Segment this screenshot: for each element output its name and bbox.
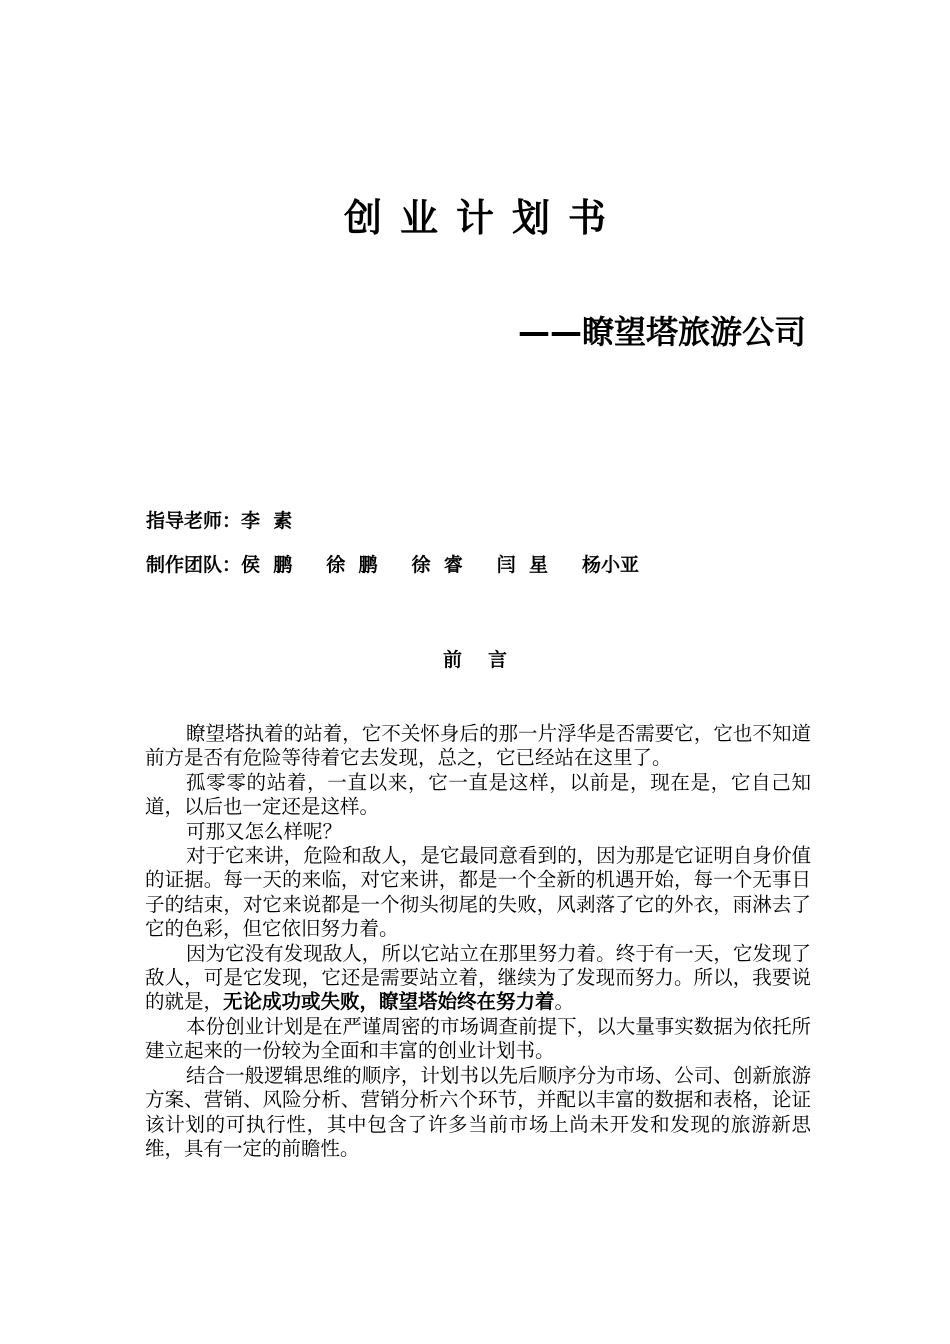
preface-paragraph: 结合一般逻辑思维的顺序，计划书以先后顺序分为市场、公司、创新旅游方案、营销、风险分析、营销分析六个环节，并配以丰富的数据和表格，论证该计划的可执行性，其中包含了许多当前市场上尚未开发和发现的旅游新思维，具有一定的前瞻性。 [145, 1063, 811, 1160]
team-line [146, 551, 639, 579]
advisor-line [146, 507, 292, 535]
advisor-label: 指导老师： [146, 510, 242, 532]
team-member: 徐 鹏 [326, 554, 378, 576]
preface-paragraph: 瞭望塔执着的站着，它不关怀身后的那一片浮华是否需要它，它也不知道前方是否有危险等待着它去发现，总之，它已经站在这里了。 [145, 722, 811, 770]
team-member: 徐 睿 [411, 554, 463, 576]
team-member: 侯 鹏 [241, 554, 293, 576]
emphasis-text: 无论成功或失败，瞭望塔始终在努力着 [223, 990, 555, 1014]
document-subtitle: ——瞭望塔旅游公司 [517, 313, 806, 351]
preface-paragraph: 对于它来讲，危险和敌人，是它最同意看到的，因为那是它证明自身价值的证据。每一天的来临，对它来讲，都是一个全新的机遇开始，每一个无事日子的结束，对它来说都是一个彻头彻尾的失败，风剥落了它的外衣，雨淋去了它的色彩，但它依旧努力着。 [145, 844, 811, 941]
paragraph-text: 因为它没有发现敌人，所以它站立在那里努力着。终于有一天，它发现了敌人，可是它发现，它还是需要站立着，继续为了发现而努力。所以，我要说的就是， [145, 941, 811, 1014]
preface-paragraph: 本份创业计划是在严谨周密的市场调查前提下，以大量事实数据为依托所建立起来的一份较为全面和丰富的创业计划书。 [145, 1014, 811, 1063]
preface-heading: 前言 [442, 649, 533, 671]
advisor-name: 李 素 [241, 510, 293, 532]
paragraph-text: 。 [554, 990, 575, 1014]
preface-paragraph [145, 942, 811, 1015]
preface-paragraph: 可那又怎么样呢？ [186, 819, 343, 843]
team-label: 制作团队： [146, 554, 242, 576]
document-title: 创业计划书 [343, 196, 624, 240]
team-member: 杨小亚 [581, 554, 639, 576]
team-member: 闫 星 [496, 554, 548, 576]
preface-paragraph: 孤零零的站着，一直以来，它一直是这样，以前是，现在是，它自己知道，以后也一定还是这样。 [145, 770, 811, 819]
preface-body [145, 722, 811, 1161]
